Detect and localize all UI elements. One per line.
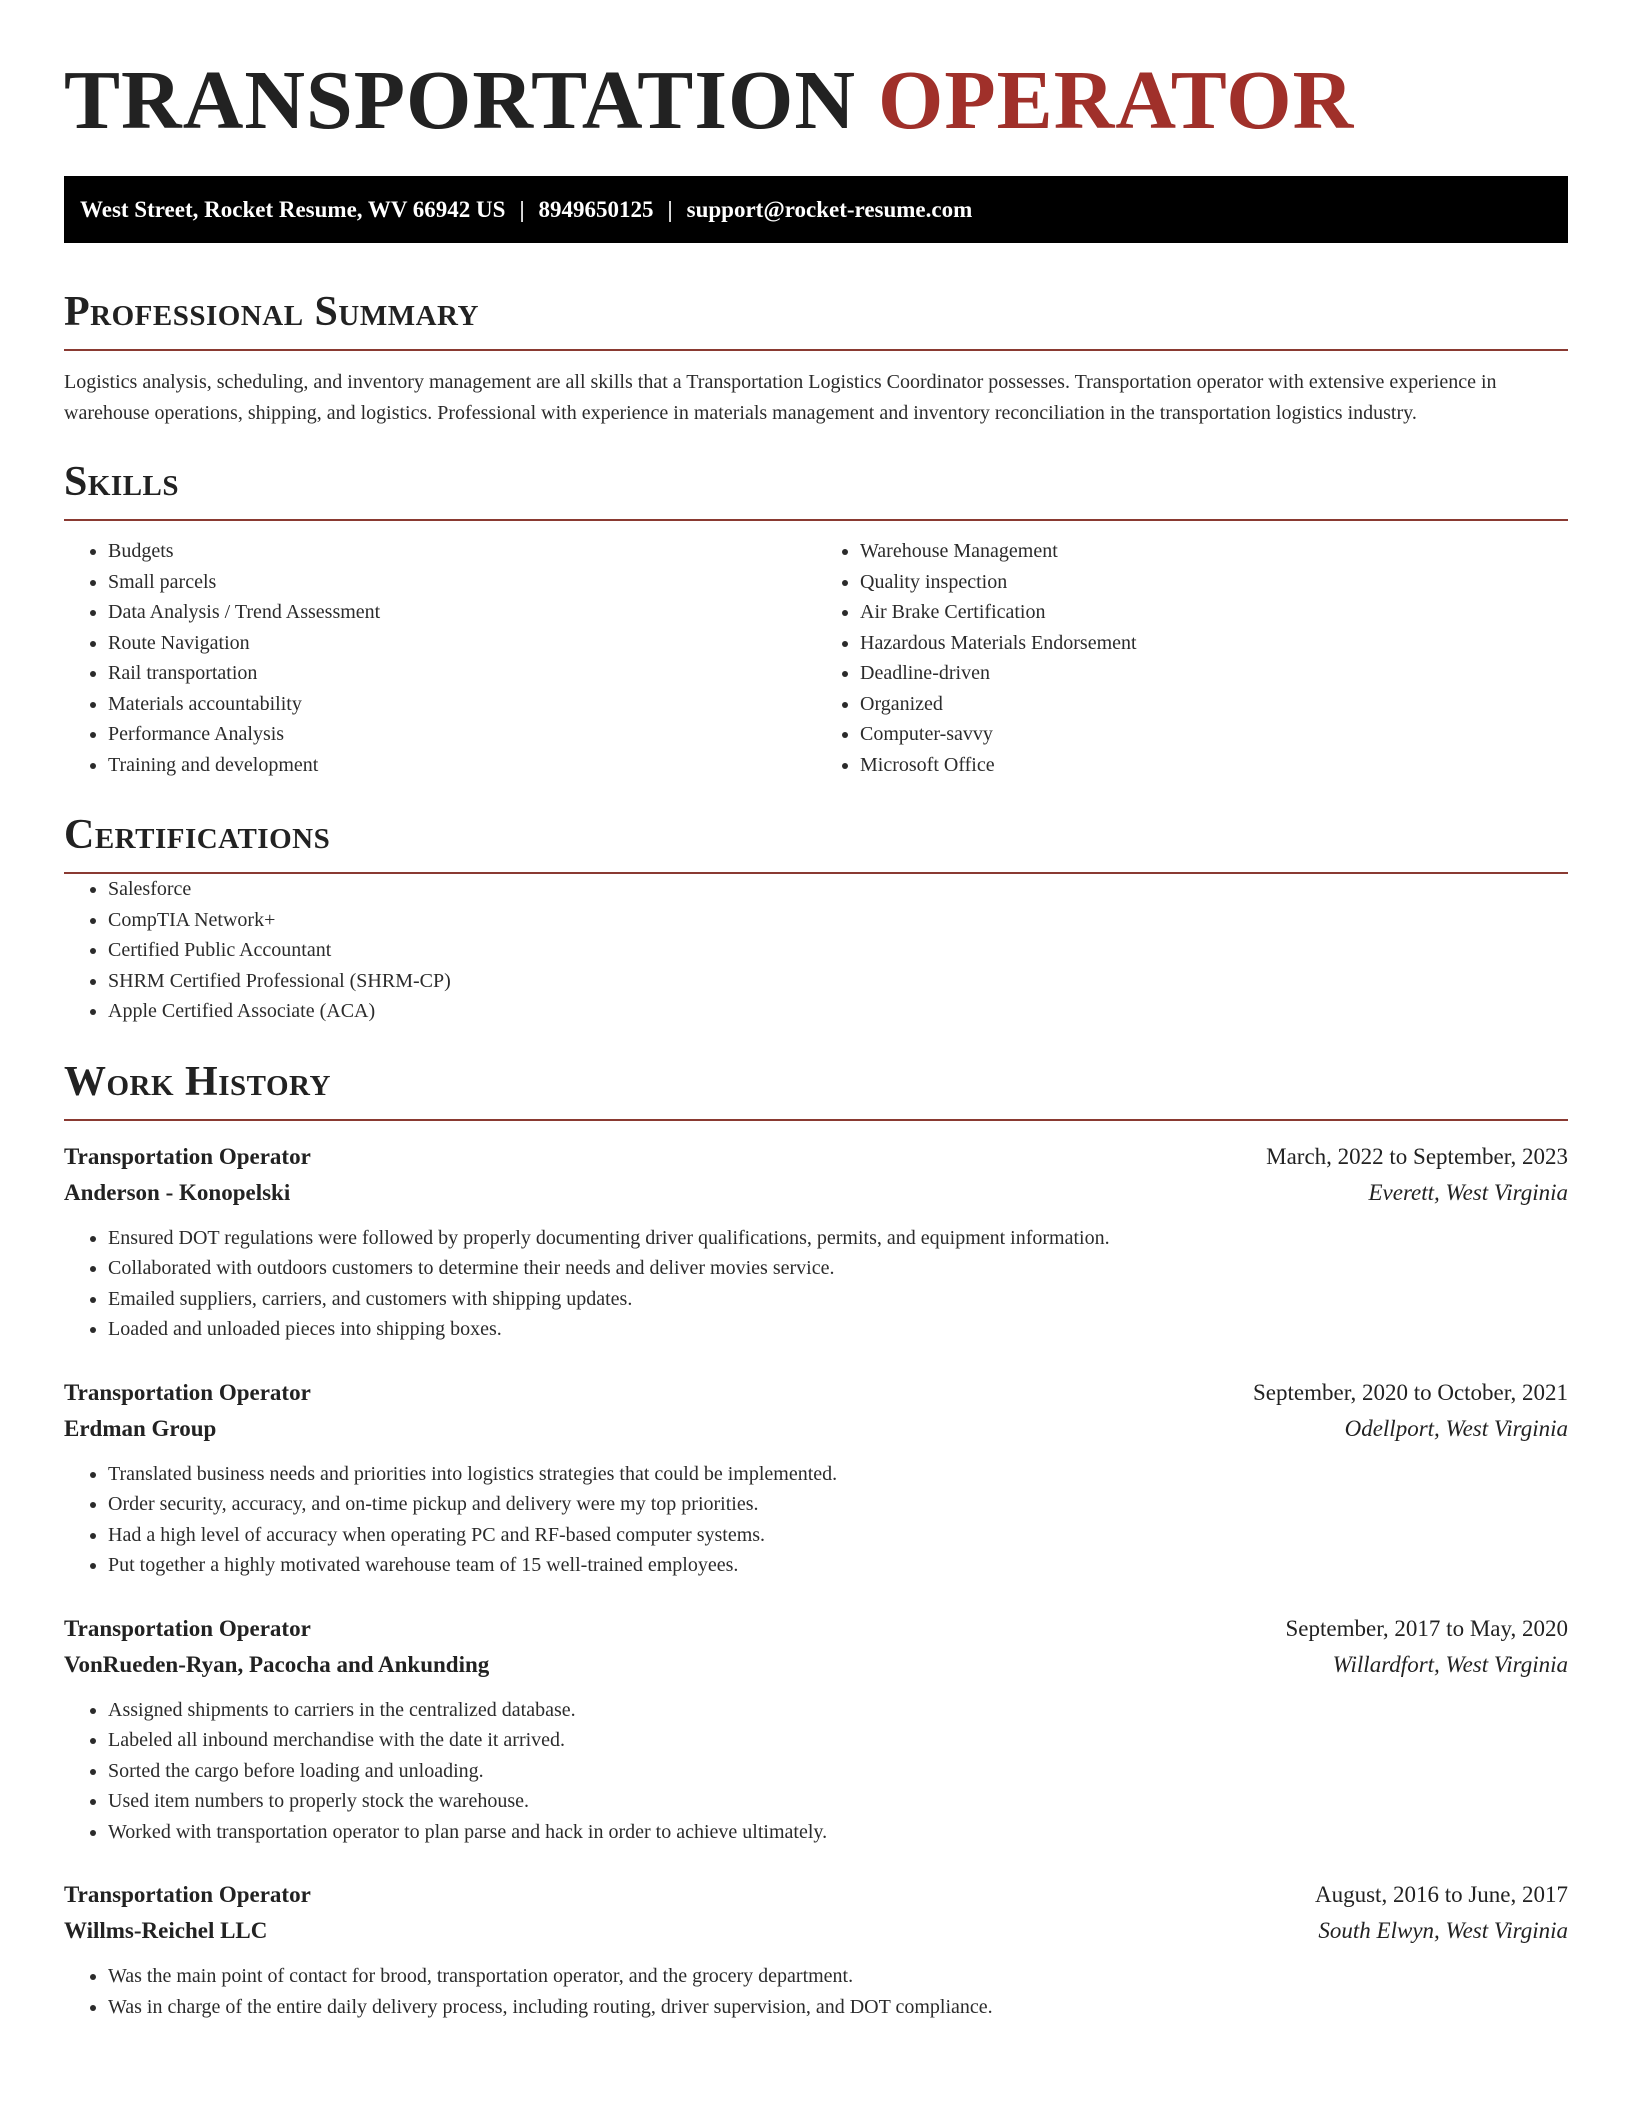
- skill-item: • Computer-savvy: [860, 719, 1568, 750]
- job-location: Odellport, West Virginia: [1344, 1415, 1568, 1441]
- section-title-summary: Professional Summary: [64, 289, 479, 335]
- job-bullet: • Used item numbers to properly stock the warehouse.: [108, 1786, 1568, 1817]
- certification-item: • Salesforce: [108, 874, 1568, 905]
- job-dates: September, 2017 to May, 2020: [1285, 1615, 1568, 1641]
- job-location: South Elwyn, West Virginia: [1318, 1918, 1568, 1943]
- skill-item: • Materials accountability: [108, 689, 816, 720]
- job-bullet: • Assigned shipments to carriers in the centralized database.: [108, 1695, 1568, 1726]
- job-bullet: • Loaded and unloaded pieces into shipping boxes.: [108, 1314, 1568, 1345]
- section-divider: [64, 519, 1568, 521]
- job-entry: [64, 1877, 1568, 2022]
- skill-item: • Route Navigation: [108, 628, 816, 659]
- job-title: Transportation Operator: [64, 1143, 311, 1169]
- job-location: Everett, West Virginia: [1368, 1179, 1568, 1205]
- skill-item: • Warehouse Management: [860, 536, 1568, 567]
- job-bullet: • Had a high level of accuracy when operating PC and RF-based computer systems.: [108, 1520, 1568, 1551]
- skill-item: • Training and development: [108, 750, 816, 781]
- job-subheader-row: [64, 1411, 1568, 1447]
- job-bullet: • Labeled all inbound merchandise with the date it arrived.: [108, 1725, 1568, 1756]
- job-entry: [64, 1611, 1568, 1848]
- job-header-row: [64, 1877, 1568, 1913]
- skill-item: • Hazardous Materials Endorsement: [860, 628, 1568, 659]
- job-header-row: [64, 1611, 1568, 1647]
- skills-list-right: [816, 536, 1568, 780]
- contact-phone: 8949650125: [538, 196, 654, 222]
- skill-item: • Budgets: [108, 536, 816, 567]
- job-bullets: [64, 1223, 1568, 1345]
- skills-list-left: [64, 536, 816, 780]
- skill-item: • Performance Analysis: [108, 719, 816, 750]
- job-subheader-row: [64, 1913, 1568, 1949]
- skills-columns: [64, 536, 1568, 780]
- job-entry: [64, 1139, 1568, 1345]
- job-header-row: [64, 1375, 1568, 1411]
- skill-item: • Organized: [860, 689, 1568, 720]
- contact-bar: [64, 176, 1568, 243]
- job-bullet: • Emailed suppliers, carriers, and customers with shipping updates.: [108, 1284, 1568, 1315]
- section-title-certifications: Certifications: [64, 812, 331, 858]
- job-bullet: • Worked with transportation operator to plan parse and hack in order to achieve ultimately.: [108, 1817, 1568, 1848]
- job-subheader-row: [64, 1175, 1568, 1211]
- job-subheader-row: [64, 1647, 1568, 1683]
- resume-name: [64, 0, 1568, 154]
- job-title: Transportation Operator: [64, 1882, 311, 1907]
- job-bullet: • Translated business needs and priorities into logistics strategies that could be implemented.: [108, 1459, 1568, 1490]
- section-divider: [64, 349, 1568, 351]
- skill-item: • Small parcels: [108, 567, 816, 598]
- contact-separator: |: [667, 196, 673, 222]
- job-entry: [64, 1375, 1568, 1581]
- job-title: Transportation Operator: [64, 1615, 311, 1641]
- name-second: OPERATOR: [878, 54, 1355, 147]
- job-company: Willms-Reichel LLC: [64, 1918, 268, 1943]
- skill-item: • Rail transportation: [108, 658, 816, 689]
- job-dates: September, 2020 to October, 2021: [1253, 1379, 1568, 1405]
- certifications-list: [64, 874, 1568, 1027]
- contact-address: West Street, Rocket Resume, WV 66942 US: [80, 196, 506, 222]
- job-location: Willardfort, West Virginia: [1332, 1651, 1568, 1677]
- job-bullets: [64, 1695, 1568, 1848]
- job-bullet: • Sorted the cargo before loading and unloading.: [108, 1756, 1568, 1787]
- contact-email: support@rocket-resume.com: [686, 196, 973, 222]
- certification-item: • CompTIA Network+: [108, 905, 1568, 936]
- section-title-work-history: Work History: [64, 1058, 331, 1105]
- job-bullets: [64, 1961, 1568, 2022]
- job-bullets: [64, 1459, 1568, 1581]
- skill-item: • Deadline-driven: [860, 658, 1568, 689]
- job-bullet: • Ensured DOT regulations were followed by properly documenting driver qualifications, permits, and equipment information.: [108, 1223, 1568, 1254]
- job-bullet: • Put together a highly motivated warehouse team of 15 well-trained employees.: [108, 1550, 1568, 1581]
- job-bullet: • Order security, accuracy, and on-time pickup and delivery were my top priorities.: [108, 1489, 1568, 1520]
- job-bullet: • Was the main point of contact for brood, transportation operator, and the grocery department.: [108, 1961, 1568, 1992]
- job-bullet: • Was in charge of the entire daily delivery process, including routing, driver supervision, and DOT compliance.: [108, 1992, 1568, 2023]
- job-company: Erdman Group: [64, 1415, 217, 1441]
- job-company: VonRueden-Ryan, Pacocha and Ankunding: [64, 1651, 490, 1677]
- name-first: TRANSPORTATION: [64, 54, 857, 147]
- section-title-skills: Skills: [64, 459, 180, 505]
- certification-item: • Apple Certified Associate (ACA): [108, 996, 1568, 1027]
- job-dates: March, 2022 to September, 2023: [1266, 1143, 1568, 1169]
- skill-item: • Air Brake Certification: [860, 597, 1568, 628]
- job-title: Transportation Operator: [64, 1379, 311, 1405]
- skill-item: • Data Analysis / Trend Assessment: [108, 597, 816, 628]
- certification-item: • SHRM Certified Professional (SHRM-CP): [108, 966, 1568, 997]
- job-company: Anderson - Konopelski: [64, 1179, 291, 1205]
- skill-item: • Quality inspection: [860, 567, 1568, 598]
- job-header-row: [64, 1139, 1568, 1175]
- contact-separator: |: [519, 196, 525, 222]
- section-divider: [64, 1119, 1568, 1121]
- job-dates: August, 2016 to June, 2017: [1315, 1882, 1568, 1907]
- certification-item: • Certified Public Accountant: [108, 935, 1568, 966]
- skill-item: • Microsoft Office: [860, 750, 1568, 781]
- summary-text: Logistics analysis, scheduling, and inventory management are all skills that a Transportation Logistics Coordinator possesses. Transportation operator with extensive experience in warehouse operations, shipping, and logistics. Professional with experience in materials management and inventory reconciliation in the transportation logistics industry.: [64, 371, 1497, 424]
- job-bullet: • Collaborated with outdoors customers to determine their needs and deliver movies service.: [108, 1253, 1568, 1284]
